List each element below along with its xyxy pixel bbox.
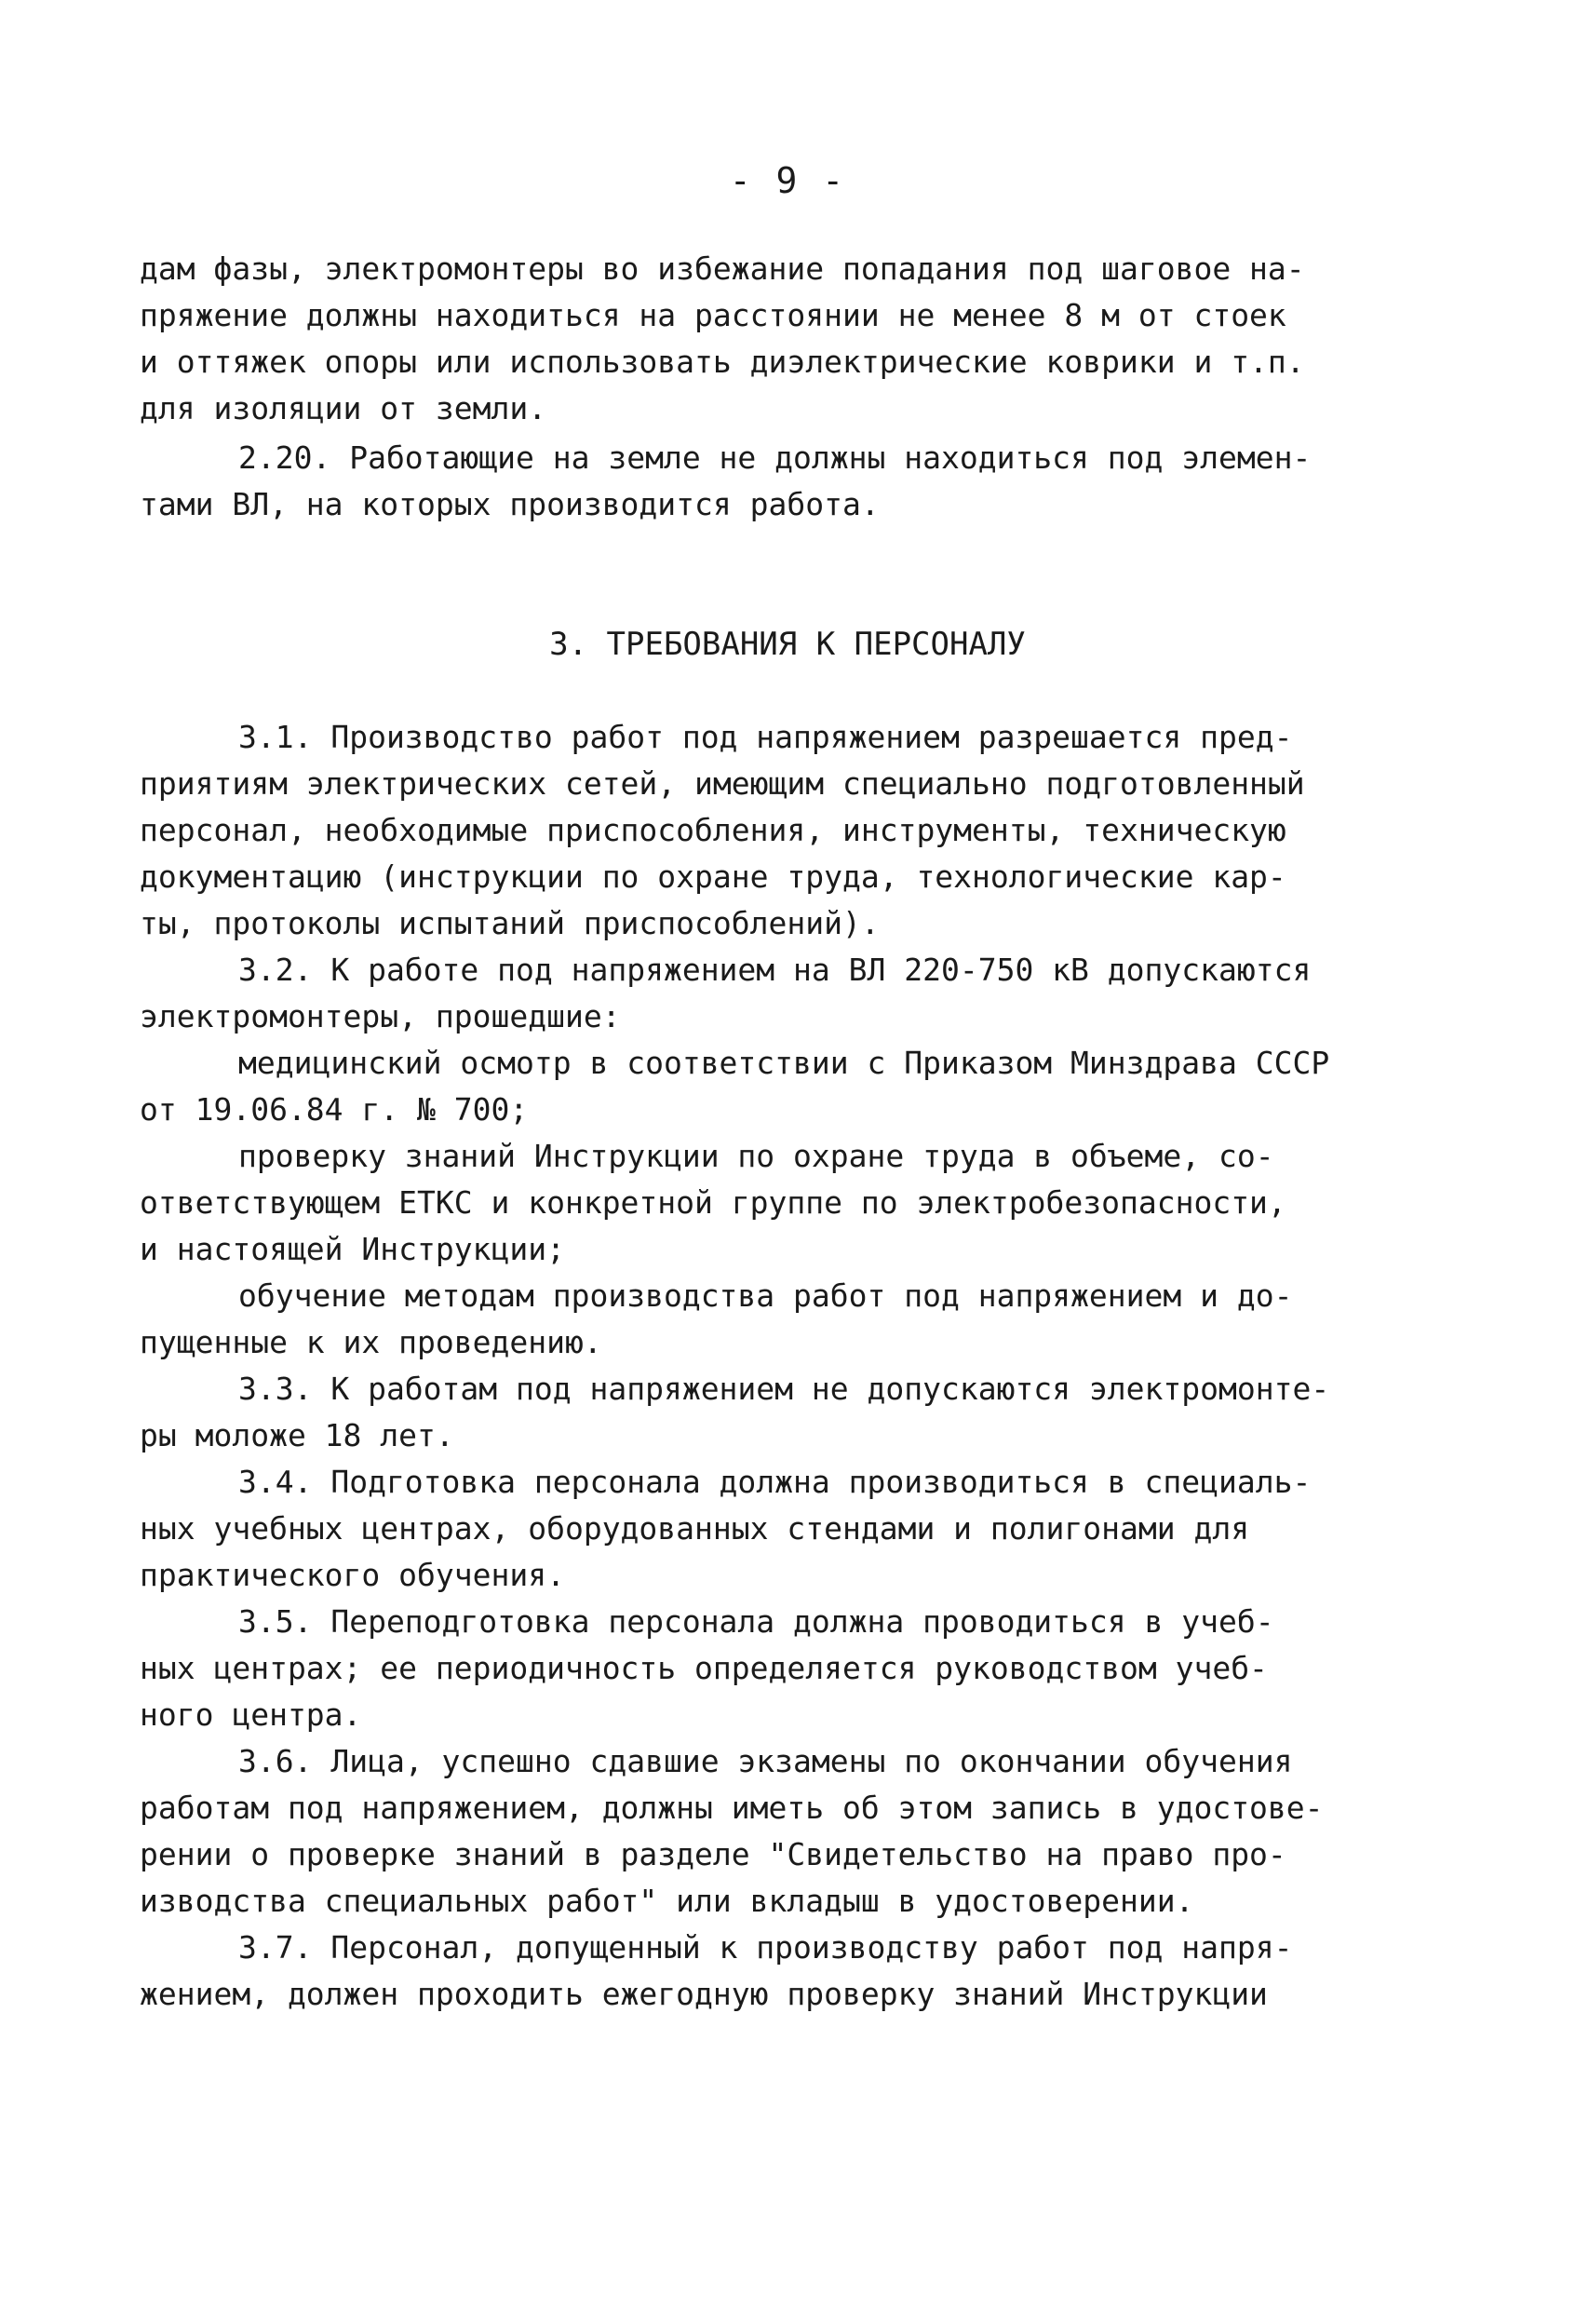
text-line: ты, протоколы испытаний приспособлений). (140, 905, 880, 941)
text-line: приятиям электрических сетей, имеющим специально подготовленный (140, 765, 1305, 802)
text-line: для изоляции от земли. (140, 390, 547, 426)
text-line: и настоящей Инструкции; (140, 1231, 565, 1267)
text-line: тами ВЛ, на которых производится работа. (140, 486, 880, 522)
text-line: дам фазы, электромонтеры во избежание попадания под шаговое на- (140, 250, 1305, 287)
text-line: персонал, необходимые приспособления, инструменты, техническую (140, 812, 1286, 848)
text-line: электромонтеры, прошедшие: (140, 998, 621, 1034)
text-line: изводства специальных работ" или вкладыш в удостоверении. (140, 1883, 1194, 1919)
text-line: 3.6. Лица, успешно сдавшие экзамены по окончании обучения (238, 1743, 1293, 1779)
text-line: рении о проверке знаний в разделе "Свидетельство на право про- (140, 1836, 1286, 1872)
text-line: 3.7. Персонал, допущенный к производству работ под напря- (238, 1929, 1293, 1966)
text-line: ных центрах; ее периодичность определяется руководством учеб- (140, 1650, 1268, 1686)
text-line: медицинский осмотр в соответствии с Приказом Минздрава СССР (238, 1045, 1330, 1081)
text-line: ного центра. (140, 1696, 362, 1733)
text-line: ответствующем ЕТКС и конкретной группе по электробезопасности, (140, 1184, 1286, 1221)
text-line: ры моложе 18 лет. (140, 1417, 454, 1453)
text-line: от 19.06.84 г. № 700; (140, 1091, 529, 1128)
page-number: - 9 - (729, 160, 846, 201)
text-line: работам под напряжением, должны иметь об этом запись в удостове- (140, 1790, 1324, 1826)
text-line: жением, должен проходить ежегодную проверку знаний Инструкции (140, 1976, 1268, 2012)
text-line: 3.1. Производство работ под напряжением разрешается пред- (238, 719, 1293, 755)
text-line: 3.4. Подготовка персонала должна производиться в специаль- (238, 1464, 1312, 1500)
text-line: проверку знаний Инструкции по охране труда в объеме, со- (238, 1138, 1274, 1174)
text-line: практического обучения. (140, 1557, 565, 1593)
text-line: пряжение должны находиться на расстоянии не менее 8 м от стоек (140, 297, 1286, 333)
text-line: 3.5. Переподготовка персонала должна проводиться в учеб- (238, 1603, 1274, 1640)
text-line: ных учебных центрах, оборудованных стендами и полигонами для (140, 1510, 1250, 1547)
section-heading: 3. ТРЕБОВАНИЯ К ПЕРСОНАЛУ (549, 626, 1026, 663)
text-line: пущенные к их проведению. (140, 1324, 602, 1360)
text-line: 3.2. К работе под напряжением на ВЛ 220-750 кВ допускаются (238, 952, 1312, 988)
text-line: 3.3. К работам под напряжением не допускаются электромонте- (238, 1371, 1330, 1407)
text-line: документацию (инструкции по охране труда, технологические кар- (140, 858, 1286, 895)
text-line: 2.20. Работающие на земле не должны находиться под элемен- (238, 439, 1312, 476)
text-line: и оттяжек опоры или использовать диэлектрические коврики и т.п. (140, 344, 1305, 380)
text-line: обучение методам производства работ под напряжением и до- (238, 1277, 1293, 1314)
